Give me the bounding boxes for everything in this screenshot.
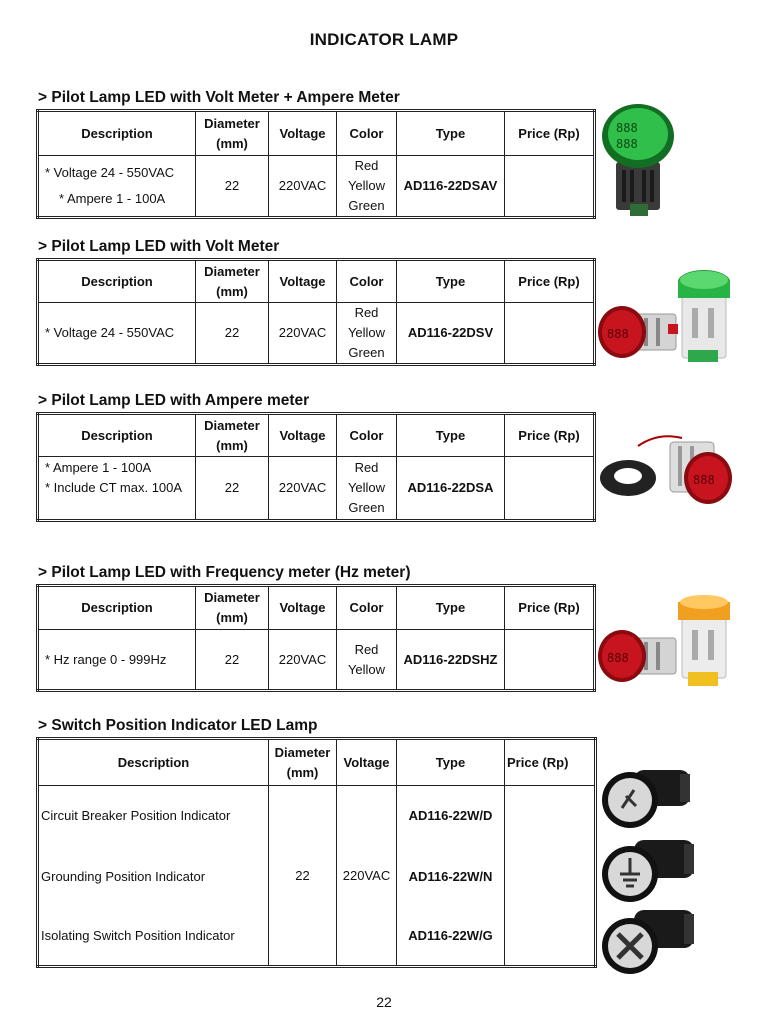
header-description: Description bbox=[38, 414, 196, 457]
price-cell bbox=[505, 786, 596, 847]
voltage-cell: 220VAC bbox=[269, 457, 337, 521]
diameter-cell: 22 bbox=[196, 630, 269, 691]
color-option: Red bbox=[354, 460, 379, 475]
header-color: Color bbox=[337, 586, 397, 630]
type-cell: AD116-22W/G bbox=[397, 907, 505, 967]
description-cell: Circuit Breaker Position Indicator bbox=[38, 786, 269, 847]
price-cell bbox=[505, 907, 596, 967]
header-voltage: Voltage bbox=[269, 586, 337, 630]
svg-text:888: 888 bbox=[607, 327, 629, 341]
color-option: Green bbox=[348, 198, 385, 213]
header-color: Color bbox=[337, 111, 397, 156]
grounding-indicator-image bbox=[600, 834, 700, 906]
color-cell bbox=[337, 457, 397, 521]
desc-line: * Include CT max. 100A bbox=[45, 480, 183, 495]
color-cell bbox=[337, 156, 397, 218]
page-title: INDICATOR LAMP bbox=[309, 30, 459, 49]
type-cell: AD116-22DSA bbox=[397, 457, 505, 521]
header-diameter: Diameter (mm) bbox=[196, 111, 269, 156]
color-cell bbox=[337, 630, 397, 691]
diameter-cell: 22 bbox=[269, 786, 337, 967]
section-title: > Pilot Lamp LED with Ampere meter bbox=[38, 392, 310, 409]
color-cell bbox=[337, 303, 397, 365]
page-number: 22 bbox=[376, 994, 392, 1010]
svg-text:888: 888 bbox=[607, 651, 629, 665]
volt-meter-lamp-image bbox=[596, 268, 736, 366]
header-description: Description bbox=[38, 111, 196, 156]
header-type: Type bbox=[397, 260, 505, 303]
voltage-cell: 220VAC bbox=[269, 630, 337, 691]
header-description: Description bbox=[38, 739, 269, 786]
diameter-cell: 22 bbox=[196, 156, 269, 218]
description-cell: Isolating Switch Position Indicator bbox=[38, 907, 269, 967]
header-price: Price (Rp) bbox=[505, 260, 595, 303]
desc-line: * Hz range 0 - 999Hz bbox=[45, 651, 167, 667]
header-description: Description bbox=[38, 260, 196, 303]
switch-indicator-table bbox=[36, 737, 597, 968]
svg-text:888: 888 bbox=[693, 473, 715, 487]
type-cell: AD116-22DSHZ bbox=[397, 630, 505, 691]
product-table bbox=[36, 109, 596, 219]
ampere-meter-lamp-image bbox=[598, 430, 738, 510]
diameter-cell: 22 bbox=[196, 303, 269, 365]
header-diameter: Diameter (mm) bbox=[196, 260, 269, 303]
color-option: Red bbox=[354, 305, 379, 320]
voltage-cell: 220VAC bbox=[269, 156, 337, 218]
color-option: Green bbox=[348, 345, 385, 360]
volt-ampere-meter-lamp-image bbox=[600, 100, 680, 218]
header-diameter: Diameter (mm) bbox=[196, 414, 269, 457]
description-cell bbox=[38, 156, 196, 218]
price-cell bbox=[505, 303, 595, 365]
diameter-cell: 22 bbox=[196, 457, 269, 521]
color-option: Yellow bbox=[347, 661, 386, 677]
header-voltage: Voltage bbox=[269, 260, 337, 303]
header-color: Color bbox=[337, 414, 397, 457]
description-cell bbox=[38, 457, 196, 521]
voltage-cell: 220VAC bbox=[269, 303, 337, 365]
section-title: > Pilot Lamp LED with Volt Meter + Ampere Meter bbox=[38, 89, 400, 106]
product-table bbox=[36, 412, 596, 522]
header-type: Type bbox=[397, 414, 505, 457]
price-cell bbox=[505, 156, 595, 218]
description-cell: Grounding Position Indicator bbox=[38, 847, 269, 907]
price-cell bbox=[505, 630, 595, 691]
type-cell: AD116-22DSAV bbox=[397, 156, 505, 218]
isolating-switch-indicator-image bbox=[600, 904, 700, 980]
header-type: Type bbox=[397, 739, 505, 786]
header-color: Color bbox=[337, 260, 397, 303]
header-voltage: Voltage bbox=[269, 111, 337, 156]
header-price: Price (Rp) bbox=[505, 586, 595, 630]
color-option: Yellow bbox=[347, 480, 386, 495]
color-option: Red bbox=[354, 158, 379, 173]
voltage-cell: 220VAC bbox=[337, 786, 397, 967]
type-cell: AD116-22DSV bbox=[397, 303, 505, 365]
svg-text:888: 888 bbox=[616, 137, 638, 151]
color-option: Green bbox=[348, 500, 385, 515]
price-cell bbox=[505, 457, 595, 521]
desc-line: * Voltage 24 - 550VAC bbox=[45, 325, 175, 340]
product-table bbox=[36, 584, 596, 692]
header-diameter: Diameter (mm) bbox=[196, 586, 269, 630]
header-diameter: Diameter (mm) bbox=[269, 739, 337, 786]
header-type: Type bbox=[397, 111, 505, 156]
price-cell bbox=[505, 847, 596, 907]
circuit-breaker-indicator-image bbox=[600, 760, 700, 832]
frequency-meter-lamp-image bbox=[596, 594, 736, 692]
type-cell: AD116-22W/N bbox=[397, 847, 505, 907]
description-cell bbox=[38, 630, 196, 691]
color-option: Red bbox=[354, 641, 379, 657]
desc-line: * Ampere 1 - 100A bbox=[59, 191, 166, 206]
header-voltage: Voltage bbox=[269, 414, 337, 457]
color-option: Yellow bbox=[347, 325, 386, 340]
header-type: Type bbox=[397, 586, 505, 630]
description-cell bbox=[38, 303, 196, 365]
section-title: > Switch Position Indicator LED Lamp bbox=[38, 717, 318, 734]
header-price: Price (Rp) bbox=[505, 414, 595, 457]
header-description: Description bbox=[38, 586, 196, 630]
desc-line: * Ampere 1 - 100A bbox=[45, 460, 152, 475]
header-voltage: Voltage bbox=[337, 739, 397, 786]
desc-line: * Voltage 24 - 550VAC bbox=[45, 165, 175, 180]
color-option: Yellow bbox=[347, 178, 386, 193]
section-title: > Pilot Lamp LED with Volt Meter bbox=[38, 238, 280, 255]
section-title: > Pilot Lamp LED with Frequency meter (Hz meter) bbox=[38, 564, 411, 581]
type-cell: AD116-22W/D bbox=[397, 786, 505, 847]
product-table bbox=[36, 258, 596, 366]
header-price: Price (Rp) bbox=[505, 739, 596, 786]
header-price: Price (Rp) bbox=[505, 111, 595, 156]
svg-text:888: 888 bbox=[616, 121, 638, 135]
